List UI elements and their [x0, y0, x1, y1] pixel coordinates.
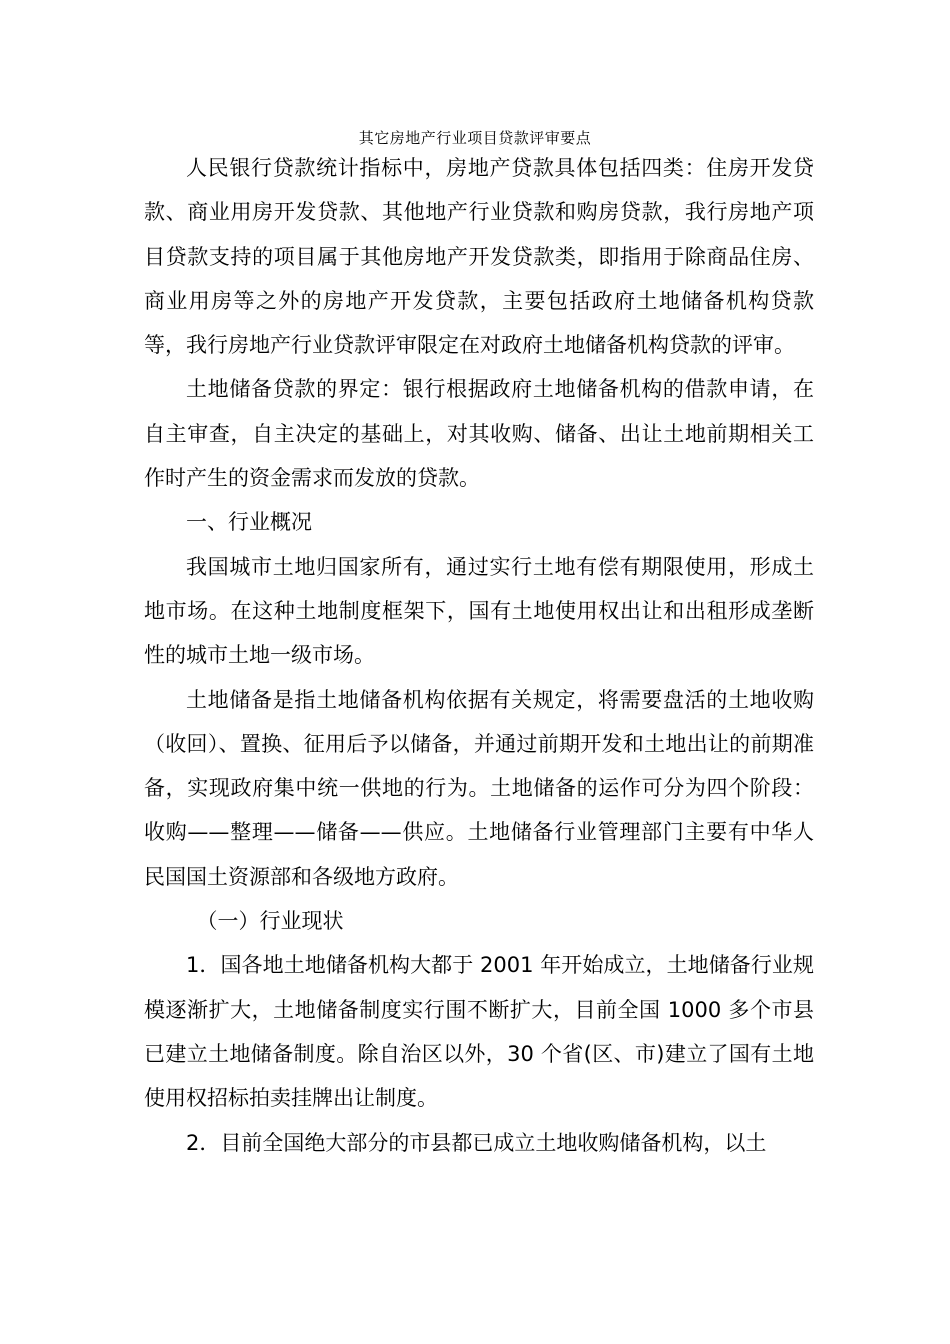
paragraph-land-market: 我国城市土地归国家所有，通过实行土地有偿有期限使用，形成土地市场。在这种土地制度框架下，国有土地使用权出让和出租形成垄断性的城市土地一级市场。	[144, 554, 814, 668]
paragraph-land-reserve: 土地储备是指土地储备机构依据有关规定，将需要盘活的土地收购（收回）、置换、征用后予以储备，并通过前期开发和土地出让的前期准备，实现政府集中统一供地的行为。土地储备的运作可分为四个阶段：收购——整理——储备——供应。土地储备行业管理部门主要有中华人民国国土资源部和各级地方政府。	[144, 687, 814, 889]
section-heading-industry-overview: 一、行业概况	[186, 510, 312, 535]
subsection-heading-current-status: （一）行业现状	[196, 909, 344, 934]
list-item-2: 2．目前全国绝大部分的市县都已成立土地收购储备机构，以土	[186, 1130, 767, 1155]
document-title: 其它房地产行业项目贷款评审要点	[358, 129, 592, 147]
paragraph-definition: 土地储备贷款的界定：银行根据政府土地储备机构的借款申请，在自主审查，自主决定的基础上，对其收购、储备、出让土地前期相关工作时产生的资金需求而发放的贷款。	[144, 377, 814, 491]
paragraph-intro: 人民银行贷款统计指标中，房地产贷款具体包括四类：住房开发贷款、商业用房开发贷款、其他地产行业贷款和购房贷款，我行房地产项目贷款支持的项目属于其他房地产开发贷款类，即指用于除商品住房、商业用房等之外的房地产开发贷款，主要包括政府土地储备机构贷款等，我行房地产行业贷款评审限定在对政府土地储备机构贷款的评审。	[144, 156, 814, 358]
list-item-1: 1．国各地土地储备机构大都于 2001 年开始成立，土地储备行业规模逐渐扩大，土地储备制度实行围不断扩大，目前全国 1000 多个市县已建立土地储备制度。除自治区以外，30 个省(区、市)建立了国有土地使用权招标拍卖挂牌出让制度。	[144, 953, 814, 1111]
document-body	[144, 146, 814, 1165]
